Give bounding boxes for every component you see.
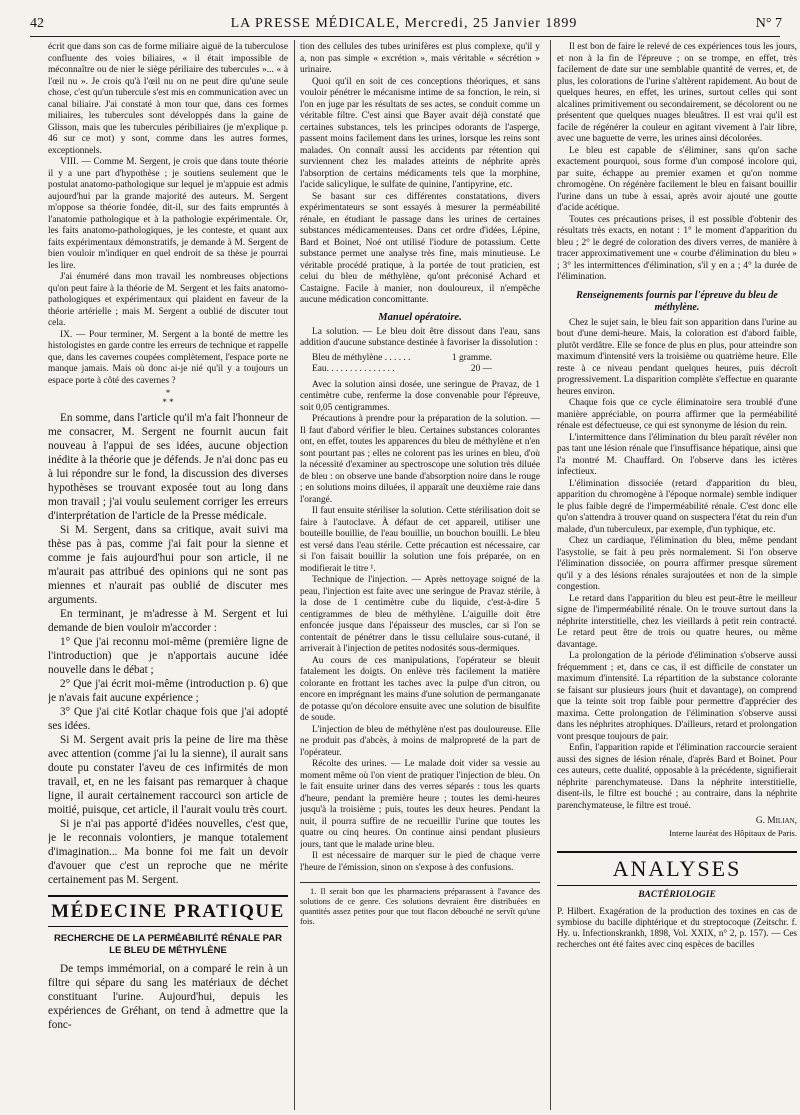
paragraph: VIII. — Comme M. Sergent, je crois que dans toute théorie il y a une part d'hypothèse ; je soutiens seulement que le postulat anatomo-pathologique sur lequel je m'appuie est admis aujourd'hui par la grande majorité des auteurs. M. Sergent m'oppose sa théorie fondée, dit-il, sur des faits empruntés à l'anatomie pathologique et à la pathologie expérimentale. Or, les faits anatomo-pathologiques, je les conteste, et quant aux faits expérimentaux démonstratifs, je demande à M. Sergent de bien vouloir m'indiquer en quel endroit de sa thèse je pourrai les lire. — [48, 157, 288, 271]
paragraph: 2° Que j'ai écrit moi-même (introduction p. 6) que je n'avais fait aucune expérience ; — [48, 678, 288, 704]
author-signature: G. Milian, — [755, 816, 797, 826]
paragraph: Si M. Sergent avait pris la peine de lire ma thèse avec attention (comme j'ai lu la sienne), il aurait sans doute pu constater l'aveu de ces infirmités de mon travail, et, en ne les faisant pas remarquer à chaque ligne, il aurait certainement raccourci son article de moitié, puisque, cet article, il l'aurait voulu très court. — [48, 734, 288, 816]
footnote: 1. Il serait bon que les pharmaciens préparassent à l'avance des solutions de ce genre. Ces solutions devraient être distribuées en quantités assez petites pour que tout flacon débouché ne servît qu'une fois. — [300, 882, 540, 927]
paragraph: L'injection de bleu de méthylène n'est pas douloureuse. Elle ne produit pas d'abcès, à moins de malpropreté de la part de l'opérateur. — [300, 724, 540, 758]
paragraph: L'intermittence dans l'élimination du bleu paraît révéler non pas tant une lésion rénale que l'insuffisance hépatique, ainsi que l'a montré M. Chauffard. On l'observe dans les ictères infectieux. — [557, 432, 797, 477]
paragraph: Le retard dans l'apparition du bleu est peut-être le meilleur signe de l'imperméabilité rénale. On le trouve surtout dans la néphrite interstitielle, chez les vieillards à petit rein contracté. Le retard peut être de trois ou quatre heures, ou même davantage. — [557, 593, 797, 650]
page-number: 42 — [30, 16, 44, 31]
paragraph: Si je n'ai pas apporté d'idées nouvelles, c'est que, je le reconnais volontiers, je manque totalement d'imagination... Ma bonne foi me fait un devoir d'avouer que c'est un reproche que ne mérite certainement pas M. Sergent. — [48, 818, 288, 886]
paragraph: Chez un cardiaque, l'élimination du bleu, même pendant l'asystolie, se fait à peu près normalement. Si l'on observe l'élimination dissociée, on pourra affirmer presque sûrement qu'il y a des lésions rénales surajoutées et non de la simple congestion. — [557, 536, 797, 592]
paragraph: Technique de l'injection. — Après nettoyage soigné de la peau, l'injection est faite avec une seringue de Pravaz stérile, à la dose de 1 centimètre cube du liquide, c'est-à-dire 5 centigrammes de bleu de méthylène. L'aiguille doit être enfoncée jusque dans l'épaisseur des muscles, car si l'on se contentait de pénétrer dans le tissu cellulaire sous-cutané, il arriverait à l'injection de petites nodosités sous-dermiques. — [300, 575, 540, 654]
header-rule — [30, 36, 780, 37]
paragraph: 1° Que j'ai reconnu moi-même (première ligne de l'introduction) que je n'apportais aucune idée nouvelle dans le débat ; — [48, 636, 288, 676]
column-divider-1 — [294, 40, 295, 1110]
category-title: BACTÉRIOLOGIE — [638, 890, 716, 900]
paragraph: En terminant, je m'adresse à M. Sergent et lui demande de bien vouloir m'accorder : — [48, 608, 288, 634]
paragraph: L'élimination dissociée (retard d'apparition du bleu, apparition du chromogène à l'époque normale) semble indiquer le plus faible degré de l'imperméabilité rénale. C'est donc elle qu'on s'attendra à trouver quand on suspectera l'état du rein d'un malade, d'un tuberculeux, par exemple, d'un typhique, etc. — [557, 478, 797, 535]
paragraph: En somme, dans l'article qu'il m'a fait l'honneur de me consacrer, M. Sergent ne fournit aucun fait nouveau à l'appui de ses idées, aucune objection inédite à la théorie que je défends. Je n'ai donc pas eu à lui répondre sur le fond, la discussion des diverses hypothèses se trouvant exposée tout au long dans mon travail ; j'ai voulu seulement corriger les erreurs d'interprétation de l'article de la Presse médicale. — [48, 412, 288, 522]
masthead: LA PRESSE MÉDICALE, Mercredi, 25 Janvier 1899 — [230, 16, 578, 31]
paragraph: Chez le sujet sain, le bleu fait son apparition dans l'urine au bout d'une demi-heure. Mais, la coloration est d'abord faible, plutôt verdâtre. Elle se fonce de plus en plus, pour atteindre son maximum d'intensité vers la troisième ou quatrième heure. Elle reste à ce niveau pendant quelques heures, puis décroît progressivement. La disparition complète s'effectue en quarante heures environ. — [557, 317, 797, 397]
issue-number: N° 7 — [755, 16, 782, 31]
paragraph: écrit que dans son cas de forme miliaire aiguë de la tuberculose confluente des voies biliaires, « il était impossible de méconnaître ou de nier le siège périliaire des tubercules »... « à l'œil nu ». Je crois qu'à l'œil nu on ne peut dire qu'une seule chose, c'est qu'un tubercule s'est mis en communication avec un canal biliaire. J'ai constaté à mon tour que, dans ces formes miliaires, les tubercules sont développés dans la gaine de Glisson, mais que les tubercules péribiliaires (je m'explique p. 46 sur ce mot) y sont, comme dans les autres formes, exceptionnels. — [48, 42, 288, 156]
paragraph: Avec la solution ainsi dosée, une seringue de Pravaz, de 1 centimètre cube, renferme la dose convenable pour l'épreuve, soit 0,05 centigrammes. — [300, 379, 540, 413]
paragraph: Au cours de ces manipulations, l'opérateur se bleuit fatalement les doigts. On enlève très facilement la matière colorante en frottant les taches avec la pulpe d'un citron, ou encore en imprégnant les mains d'une solution de permanganate de potasse qu'on décolore ensuite avec une solution de bisulfite de soude. — [300, 655, 540, 723]
paragraph: De temps immémorial, on a comparé le rein à un filtre qui sépare du sang les matériaux de déchet constituant l'urine. Aujourd'hui, depuis les expériences de Gréhant, on tend à admettre que la fonc- — [48, 963, 288, 1031]
column-divider-2 — [550, 40, 551, 1110]
paragraph: Il est nécessaire de marquer sur le pied de chaque verre l'heure de l'émission, sinon on s'expose à des confusions. — [300, 851, 540, 873]
paragraph: IX. — Pour terminer, M. Sergent a la bonté de mettre les histologistes en garde contre les erreurs de technique et rappelle que, dans les cavernes coupées complètement, l'espace porte ne manque jamais. Mais où donc ai-je nié qu'il y a toujours un espace porte à côté des cavernes ? — [48, 329, 288, 386]
column-3 — [557, 42, 797, 1110]
paragraph: Il faut ensuite stériliser la solution. Cette stérilisation doit se faire à l'autoclave. À défaut de cet appareil, utiliser une bouteille bouillie, de l'eau bouillie, un bouchon bouilli. Le bleu est versé dans l'eau stérile. Cette précaution est nécessaire, car si l'on faisait bouillir la solution une fois préparée, on en modifierait le titre ¹. — [300, 506, 540, 574]
paragraph: Chaque fois que ce cycle éliminatoire sera troublé d'une manière appréciable, on pourra affirmer que la perméabilité rénale est défectueuse, ce qui est synonyme de lésion du rein. — [557, 398, 797, 431]
paragraph: Enfin, l'apparition rapide et l'élimination raccourcie seraient aussi des signes de lésion rénale, d'après Bard et Boinet. Pour ces auteurs, cette dualité, opposable à la précédente, signifierait néphrite parenchymateuse. Dans la néphrite interstitielle, disent-ils, le filtre est bouché ; au contraire, dans la néphrite parenchymateuse, le filtre est troué. — [557, 743, 797, 811]
paragraph: Précautions à prendre pour la préparation de la solution. — Il faut d'abord vérifier le bleu. Certaines substances colorantes ont, en effet, toutes les apparences du bleu de méthylène et n'en sont pourtant pas ; elles ne colorent pas les urines en bleu, d'où la nécessité d'examiner au spectroscope une solution très diluée de bleu : on observe une bande d'absorption noire dans le rouge ; en solutions moins diluées, il apparaît une deuxième raie dans l'orangé. — [300, 414, 540, 505]
section-title: ANALYSES — [557, 851, 797, 886]
reference-entry: P. Hilbert. Exagération de la production des toxines en cas de symbiose du bacille diphtérique et du streptocoque (Zeitschr. f. Hy. u. Infectionskrankh, 1898, Vol. XXIX, n° 2, p. 157). — Ces recherches ont été faites avec cinq espèces de bacilles — [557, 905, 797, 949]
paragraph: tion des cellules des tubes urinifères est plus complexe, qu'il y a, non pas simple « excrétion », mais véritable « sécrétion » urinaire. — [300, 42, 540, 75]
page-header — [24, 14, 784, 36]
subsection-title: Manuel opératoire. — [378, 311, 462, 323]
subsection-title: Renseignements fournis par l'épreuve du bleu de méthylène. — [576, 289, 778, 313]
paragraph: La solution. — Le bleu doit être dissout dans l'eau, sans addition d'aucune substance destinée à favoriser la dissolution : — [300, 326, 540, 348]
paragraph: Il est bon de faire le relevé de ces expériences tous les jours, et non à la fin de l'épreuve ; on se trompe, en effet, très facilement de date sur une semblable quantité de verres, et, de plus, les colorations de l'urine s'altèrent rapidement. Au bout de quelques heures, en effet, les urines, surtout celles qui sont alcalines primitivement ou secondairement, se décolorent ou ne présentent que quelques nuages bleuâtres. Il est vrai qu'il est facile de régénérer la couleur en agitant vivement à l'air libre, avec une baguette de verre, les urines ainsi décolorées. — [557, 42, 797, 144]
author-title: Interne lauréat des Hôpitaux de Paris. — [669, 827, 797, 838]
paragraph: Toutes ces précautions prises, il est possible d'obtenir des résultats très exacts, en notant : 1° le moment d'apparition du bleu ; 2° le degré de coloration des divers verres, de manière à tracer approximativement une « courbe d'élimination du bleu » ; 3° les intermittences d'élimination, s'il y en a ; 4° la durée de l'élimination. — [557, 214, 797, 282]
paragraph: 3° Que j'ai cité Kotlar chaque fois que j'ai adopté ses idées. — [48, 706, 288, 732]
column-2 — [300, 42, 540, 1110]
paragraph: Le bleu est capable de s'éliminer, sans qu'on sache exactement pourquoi, sous forme d'un composé incolore qui, par suite, échappe au premier examen et qu'on nomme chromogène. On régénère facilement le bleu en faisant bouillir l'urine dans un tube à essai, après avoir ajouté une goutte d'acide acétique. — [557, 145, 797, 213]
paragraph: J'ai énuméré dans mon travail les nombreuses objections qu'on peut faire à la théorie de M. Sergent et les faits anatomo-pathologiques et expérimentaux qui plaident en faveur de la théorie artérielle ; mais M. Sergent a oublié de discuter tout cela. — [48, 272, 288, 328]
formula-row: Eau. . . . . . . . . . . . . . . 20 — — [312, 364, 492, 374]
paragraph: La prolongation de la période d'élimination s'observe aussi fréquemment ; et, dans ce cas, il est difficile de constater un maximum d'intensité. La répartition de la substance colorante se faisant sur plusieurs jours (huit et davantage), on comprend que la teinte soit trop faible pour permettre d'apprécier des maxima. Cette prolongation de l'élimination s'observe aussi dans les néphrites atrophiques. D'ailleurs, retard et prolongation vont presque toujours de pair. — [557, 651, 797, 742]
section-break: * * * — [162, 388, 174, 407]
formula-row: Bleu de méthylène . . . . . . 1 gramme. — [312, 352, 492, 363]
paragraph: Se basant sur ces différentes constatations, divers expérimentateurs se sont essayés à mesurer la perméabilité rénale, en étudiant le passage dans les urines de certaines substances médicamenteuses. Dans cet ordre d'idées, Lépine, Bard et Boinet, Noé ont utilisé l'iodure de potassium. Cette substance permet une analyse très fine, mais minutieuse. Le véritable procédé pratique, à la portée de tout praticien, est celui du bleu de méthylène, qu'ont préconisé Achard et Castaigne. Facile à manier, non douloureux, il n'empêche aucune médication concomittante. — [300, 191, 540, 305]
formula — [312, 353, 540, 376]
paragraph: Quoi qu'il en soit de ces conceptions théoriques, et sans vouloir pénétrer le mécanisme intime de sa fonction, le rein, si l'on en juge par les résultats de ses actes, se conduit comme un véritable filtre. C'est ainsi que Bayer avait déjà constaté que certaines substances, tels les principes odorants de l'asperge, passent moins facilement dans les urines, lorsque les reins sont malades. On connaît aussi les accidents par rétention qui surviennent chez les malades atteints de néphrite après l'absorption de certains médicaments tels que la morphine, l'acide salicylique, le sulfate de quinine, l'antipyrine, etc. — [300, 76, 540, 190]
paragraph: Si M. Sergent, dans sa critique, avait suivi ma thèse pas à pas, comme j'ai fait pour la sienne et comme je fais aujourd'hui pour son article, il ne m'aurait pas attribué des opinions qui ne sont pas miennes et n'aurait pas oublié de discuter mes arguments. — [48, 524, 288, 606]
article-title: RECHERCHE DE LA PERMÉABILITÉ RÉNALE PAR LE BLEU DE MÉTHYLÈNE — [53, 933, 282, 956]
paragraph: Récolte des urines. — Le malade doit vider sa vessie au moment même où l'on vient de pratiquer l'injection de bleu. On le fait ensuite uriner dans des verres séparés : tous les quarts d'heure, pendant la première heure ; toutes les demi-heures jusqu'à la troisième ; puis, toutes les deux heures. Pendant la nuit, il pourra suffire de ne recueillir l'urine que toutes les quatre ou cinq heures. On continue ainsi pendant plusieurs jours, tant que le malade urine bleu. — [300, 759, 540, 850]
column-1 — [48, 42, 288, 1110]
section-title: MÉDECINE PRATIQUE — [48, 895, 288, 927]
